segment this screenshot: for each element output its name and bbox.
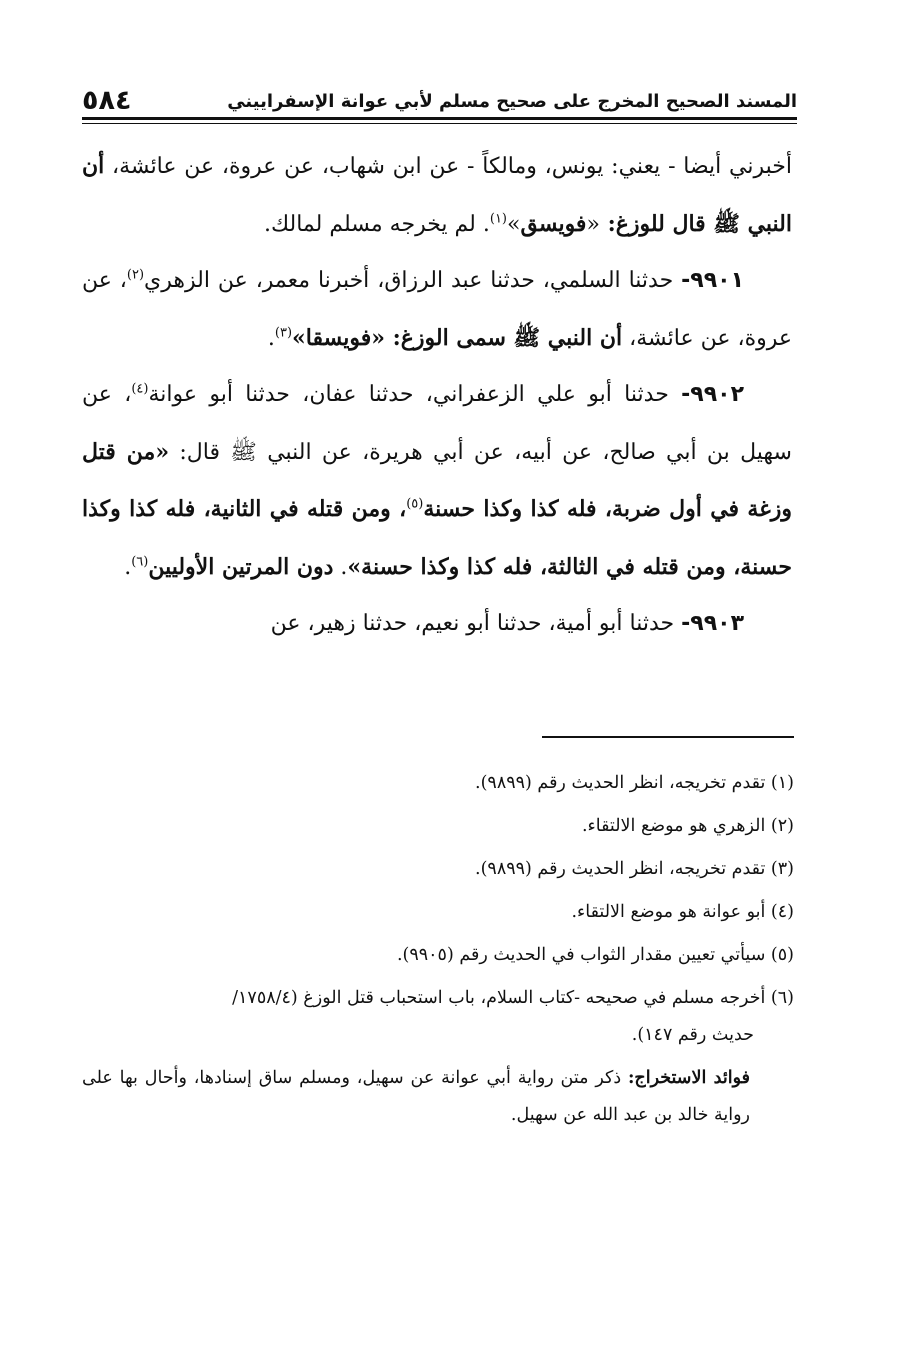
hadith-number: ٩٩٠٣- bbox=[681, 611, 744, 636]
text-run-bold: دون المرتين الأوليين bbox=[148, 553, 334, 580]
text-run: أخبرني أيضا - يعني: يونس، ومالكاً - عن ابن شهاب، عن عروة، عن عائشة، bbox=[104, 154, 792, 179]
running-title: المسند الصحيح المخرج على صحيح مسلم لأبي عوانة الإسفراييني bbox=[227, 91, 797, 112]
main-text bbox=[82, 138, 792, 653]
benefit-label: فوائد الاستخراج: bbox=[627, 1068, 750, 1088]
footnote-separator bbox=[542, 736, 794, 738]
benefit-text: ذكر متن رواية أبي عوانة عن سهيل، ومسلم ساق إسنادها، وأحال بها على رواية خالد بن عبد الله عن سهيل. bbox=[82, 1068, 750, 1125]
text-run-bold: أن النبي ﷺ سمى الوزغ: bbox=[385, 324, 623, 351]
footnote-5: (٥) سيأتي تعيين مقدار الثواب في الحديث رقم (٩٩٠٥). bbox=[396, 945, 794, 965]
quote-open: « bbox=[586, 211, 600, 237]
footnote-ref[interactable]: (٥) bbox=[406, 496, 424, 512]
text-run: حدثنا السلمي، حدثنا عبد الرزاق، أخبرنا معمر، عن الزهري bbox=[144, 268, 682, 293]
footnotes bbox=[82, 765, 794, 1140]
footnote-1: (١) تقدم تخريجه، انظر الحديث رقم (٩٨٩٩). bbox=[475, 773, 794, 793]
text-run: . bbox=[124, 554, 132, 580]
hadith-number: ٩٩٠١- bbox=[681, 268, 744, 293]
page-number: ٥٨٤ bbox=[82, 85, 132, 116]
text-run-bold: فويسق bbox=[520, 210, 587, 237]
footnote-6: (٦) أخرجه مسلم في صحيحه -كتاب السلام، باب استحباب قتل الوزغ (١٧٥٨/٤/ bbox=[232, 988, 794, 1008]
text-run-bold: «فويسقا» bbox=[292, 324, 386, 351]
hadith-number: ٩٩٠٢- bbox=[681, 382, 745, 407]
extraction-benefits-note bbox=[82, 1060, 750, 1134]
footnote-ref[interactable]: (٦) bbox=[131, 554, 149, 570]
hadith-9903 bbox=[82, 596, 792, 653]
text-run-bold: ، ومن قتله في الثانية، فله كذا وكذا حسنة، ومن قتله في الثالثة، فله كذا وكذا حسنة» bbox=[82, 496, 792, 580]
text-run: ، عن سهيل بن أبي صالح، عن أبيه، عن أبي هريرة، عن النبي ﷺ قال: bbox=[82, 382, 792, 465]
footnote-2: (٢) الزهري هو موضع الالتقاء. bbox=[581, 816, 794, 836]
text-run: حدثنا أبو علي الزعفراني، حدثنا عفان، حدثنا أبو عوانة bbox=[148, 382, 682, 407]
header-rule-thick bbox=[82, 117, 797, 120]
footnote-ref[interactable]: (٤) bbox=[131, 381, 149, 397]
text-run: . bbox=[333, 554, 348, 580]
footnote-3: (٣) تقدم تخريجه، انظر الحديث رقم (٩٨٩٩). bbox=[475, 859, 794, 879]
footnote-4: (٤) أبو عوانة هو موضع الالتقاء. bbox=[571, 902, 794, 922]
text-run-bold: «من قتل وزغة في أول ضربة، فله كذا وكذا حسنة bbox=[82, 438, 792, 522]
paragraph-continuation bbox=[82, 138, 792, 253]
text-run: . لم يخرجه مسلم لمالك. bbox=[263, 211, 490, 237]
page-header bbox=[82, 82, 797, 116]
text-run: ، عن عروة، عن عائشة، bbox=[82, 268, 792, 351]
hadith-9901 bbox=[82, 253, 792, 367]
text-run-bold: أن النبي ﷺ قال للوزغ: bbox=[82, 153, 792, 237]
text-run: حدثنا أبو أمية، حدثنا أبو نعيم، حدثنا زهير، عن bbox=[270, 611, 682, 636]
header-rule-thin bbox=[82, 123, 797, 124]
hadith-9902 bbox=[82, 367, 792, 596]
footnote-ref[interactable]: (٣) bbox=[274, 325, 293, 341]
footnote-ref[interactable]: (١) bbox=[489, 211, 507, 227]
footnote-ref[interactable]: (٢) bbox=[126, 267, 145, 283]
footnote-6-continuation: حديث رقم ١٤٧). bbox=[631, 1025, 754, 1045]
quote-close: » bbox=[507, 211, 521, 237]
text-run: . bbox=[267, 325, 275, 351]
